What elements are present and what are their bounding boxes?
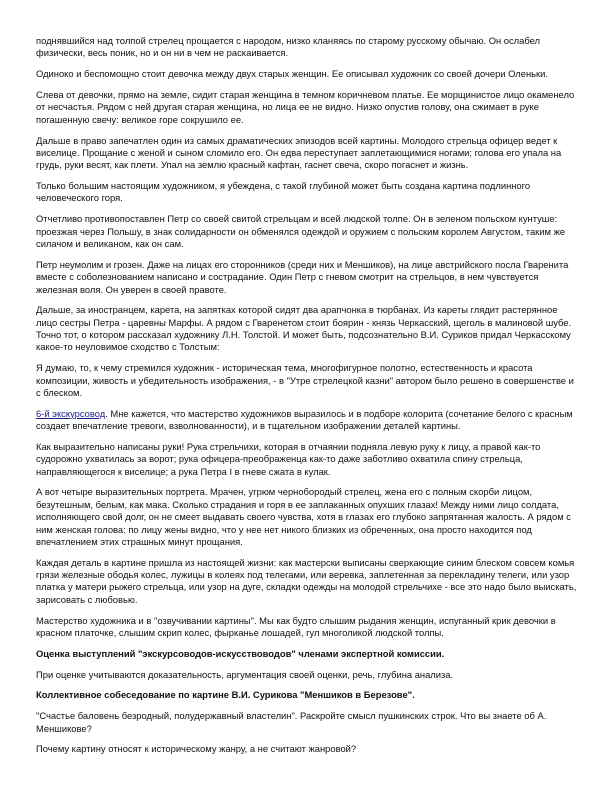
paragraph-text: . Мне кажется, что мастерство художников выразилось и в подборе колорита (сочетание белого с красным создает впечатление тревоги, взволнованности), и в тщательном изображении деталей картины. [36,407,573,432]
document-body [36,35,581,764]
section-heading: Оценка выступлений "экскурсоводов-искусствоводов" членами экспертной комиссии. [36,647,445,659]
paragraph: Дальше в право запечатлен один из самых драматических эпизодов всей картины. Молодого стрельца офицер ведет к виселице. Прощание с женой и сыном сломило его. Он едва переступает заплетающимися ногами; голова его упала на грудь, руки весят, как плети. Упал на землю красный кафтан, гаснет свеча, скоро погаснет и жизнь. [36,134,562,171]
guide-6-link[interactable]: 6-й экскурсовод [36,407,106,419]
paragraph: Дальше, за иностранцем, карета, на запятках которой сидят два арапчонка в тюрбанах. Из кареты глядит растерянное лицо сестры Петра - царевны Марфы. А рядом с Гваренетом стоит боярин - князь Черкасский, щеголь в малиновой шубе. Точно тот, о котором рассказал художнику Л.Н. Толстой. И может быть, подсознательно В.И. Суриков придал Черкасскому какое-то неуловимое сходство с Толстым: [36,304,572,353]
section-heading: Коллективное собеседование по картине В.И. Сурикова "Меншиков в Березове". [36,689,415,701]
paragraph: А вот четыре выразительных портрета. Мрачен, угрюм чернобородый стрелец, жена его с полным скорби лицом, безутешным, белым, как мака. Сколько страдания и горя в ее заплаканных опухших глазах! Между ними лицо солдата, исполняющего свой долг, он не смеет выдавать своего чувства, хотя в глазах его глубоко запрятанная жалость. А рядом с ним женская голова: по лицу жены видно, что у нее нет никого близких из обреченных, она просто находится под впечатлением этих страшных минут прощания. [36,486,571,547]
paragraph: Одиноко и беспомощно стоит девочка между двух старых женщин. Ее описывал художник со своей дочери Оленьки. [36,68,548,80]
paragraph: Я думаю, то, к чему стремился художник - историческая тема, многофигурное полотно, естественность и красота композиции, живость и убедительность изображения, - в "Утре стрелецкой казни" автором было решено в совершенстве и с блеском. [36,362,574,398]
paragraph: поднявшийся над толпой стрелец прощается с народом, низко кланяясь по старому русскому обычаю. Он ослабел физически, весь поник, но и он ни в чем не раскаивается. [36,35,540,59]
paragraph [36,408,581,433]
paragraph: "Счастье баловень безродный, полудержавный властелин". Раскройте смысл пушкинских строк. Что вы знаете об А. Меншикове? [36,710,547,734]
paragraph: Мастерство художника и в "озвучивании картины". Мы как будто слышим рыдания женщин, испуганный крик девочки в красном платочке, слышим скрип колес, фырканье лошадей, гул многоликой людской толпы. [36,614,556,638]
paragraph: Как выразительно написаны руки! Рука стрельчихи, которая в отчаянии подняла левую руку к лицу, а правой как-то судорожно ухватилась за ворот; рука офицера-преображенца как-то даже заботливо охватила спину стрельца, направляющегося к виселице; а рука Петра I в гневе сжата в кулак. [36,440,541,477]
paragraph: Почему картину относят к историческому жанру, а не считают жанровой? [36,743,357,755]
paragraph: Петр неумолим и грозен. Даже на лицах его сторонников (среди них и Меншиков), на лице австрийского посла Гваренита вместе с соболезнованием написано и сострадание. Один Петр с гневом смотрит на стрельцов, в нем чувствуется железная воля. Он уверен в своей правоте. [36,258,569,295]
paragraph: Только большим настоящим художником, я убеждена, с такой глубиной может быть создана картина подлинного человеческого горя. [36,180,531,204]
paragraph: Слева от девочки, прямо на земле, сидит старая женщина в темном коричневом платье. Ее морщинистое лицо окаменело от несчастья. Рядом с ней другая старая женщина, но лица ее не видно. Низко опустив голову, она сжимает в руке погашенную свечу: великое горе сокрушило ее. [36,89,575,125]
paragraph: При оценке учитываются доказательность, аргументация своей оценки, речь, глубина анализа. [36,668,454,680]
paragraph: Отчетливо противопоставлен Петр со своей свитой стрельцам и всей людской толпе. Он в зеленом польском кунтуше: проезжая через Польшу, в знак солидарности он обменялся одеждой и оружием с польским королем Августом, таким же силачом и великаном, как он сам. [36,213,566,249]
paragraph: Каждая деталь в картине пришла из настоящей жизни: как мастерски выписаны сверкающие синим блеском совсем комья грязи железные ободья колес, лужицы в колеях под телегами, или веревка, заплетенная за перекладину телеги, или узор платка у матери рыжего стрельца, или узор на дуге, складки одежды на молодой стрельчихе - все это надо было выискать, зарисовать с любовью. [36,556,577,605]
